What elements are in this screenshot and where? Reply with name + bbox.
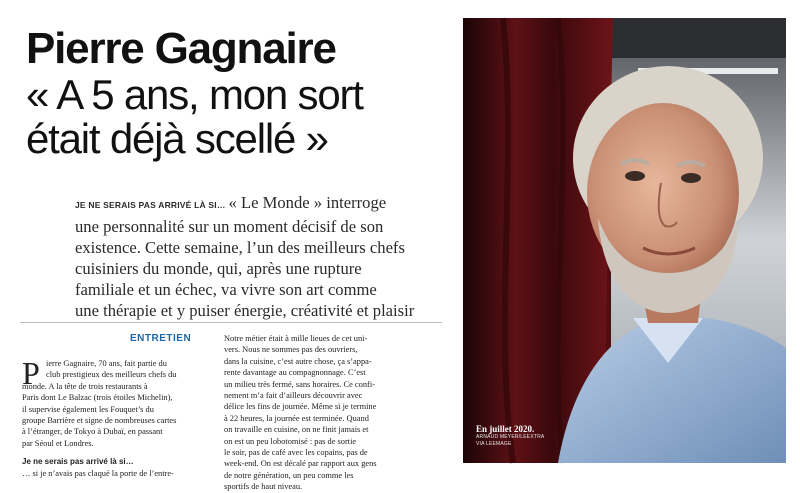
body-line: le soir, pas de café avec les copains, pas de (224, 448, 368, 458)
intro-line: une thérapie et y puiser énergie, créativité et plaisir (75, 301, 415, 320)
headline-name: Pierre Gagnaire (26, 24, 336, 73)
intro-line: cuisiniers du monde, qui, après une rupture (75, 259, 362, 278)
interview-question: Je ne serais pas arrivé là si… (22, 457, 134, 467)
interview-answer: … si je n’avais pas claqué la porte de l’entre- (22, 468, 174, 478)
photo-credit: VIA LEEMAGE (476, 441, 512, 447)
body-line: vers. Nous ne sommes pas des ouvriers, (224, 345, 358, 355)
intro-line: existence. Cette semaine, l’un des meilleurs chefs (75, 238, 405, 257)
intro-line (75, 192, 435, 216)
body-line: Notre métier était à mille lieues de cet uni- (224, 334, 368, 343)
body-line: délice les fins de journée. Même si je termine (224, 402, 377, 412)
intro-kicker: JE NE SERAIS PAS ARRIVÉ LÀ SI… (75, 200, 226, 210)
body-line: dans la cuisine, c’est autre chose, ça s’appa- (224, 356, 372, 366)
intro-line: familiale et un échec, va vivre son art comme (75, 280, 377, 299)
headline-quote-line-2: était déjà scellé » (26, 115, 328, 162)
body-line: à 22 heures, la journée est terminée. Quand (224, 413, 369, 423)
portrait-illustration (463, 18, 786, 463)
body-column-2 (224, 333, 434, 493)
intro-paragraph (75, 192, 435, 321)
body-line: ierre Gagnaire, 70 ans, fait partie du (46, 359, 167, 368)
section-label: ENTRETIEN (130, 333, 192, 344)
body-column-1 (22, 355, 217, 479)
body-line: on est un peu lobotomisé : pas de sortie (224, 436, 357, 446)
headline-quote-line-1: « A 5 ans, mon sort (26, 71, 363, 118)
body-line: par Séoul et Londres. (22, 438, 94, 448)
body-line: un milieu très fermé, sans horaires. Ce confi- (224, 379, 375, 389)
body-line: à l’étranger, de Tokyo à Dubaï, en passant (22, 427, 163, 437)
body-line: nement m’a fait d’ailleurs découvrir avec (224, 391, 363, 401)
photo-credit: ARNAUD MEYER/LEEXTRA (476, 434, 545, 440)
drop-cap: P (22, 355, 40, 391)
article-headline (26, 26, 446, 161)
body-line: club prestigieux des meilleurs chefs du (46, 370, 177, 380)
body-line: monde. A la tête de trois restaurants à (22, 381, 148, 391)
intro-line-text: « Le Monde » interroge (228, 193, 387, 212)
body-line: de notre génération, un peu comme les (224, 470, 354, 480)
body-line: sportifs de haut niveau. (224, 482, 303, 492)
body-line: on travaille en cuisine, on ne finit jamais et (224, 425, 369, 435)
photo-caption (476, 424, 544, 448)
body-line: week-end. On est décalé par rapport aux gens (224, 459, 377, 469)
body-line: il supervise également les Fouquet’s du (22, 404, 154, 414)
intro-line: une personnalité sur un moment décisif de son (75, 217, 384, 236)
section-divider (20, 322, 442, 323)
body-line: groupe Barrière et signe de nombreuses cartes (22, 416, 177, 426)
body-line: rente davantage au compagnonnage. C’est (224, 368, 366, 378)
body-line: Paris dont Le Balzac (trois étoiles Michelin), (22, 393, 173, 403)
photo-caption-title: En juillet 2020. (476, 424, 535, 434)
portrait-photo (463, 18, 786, 463)
